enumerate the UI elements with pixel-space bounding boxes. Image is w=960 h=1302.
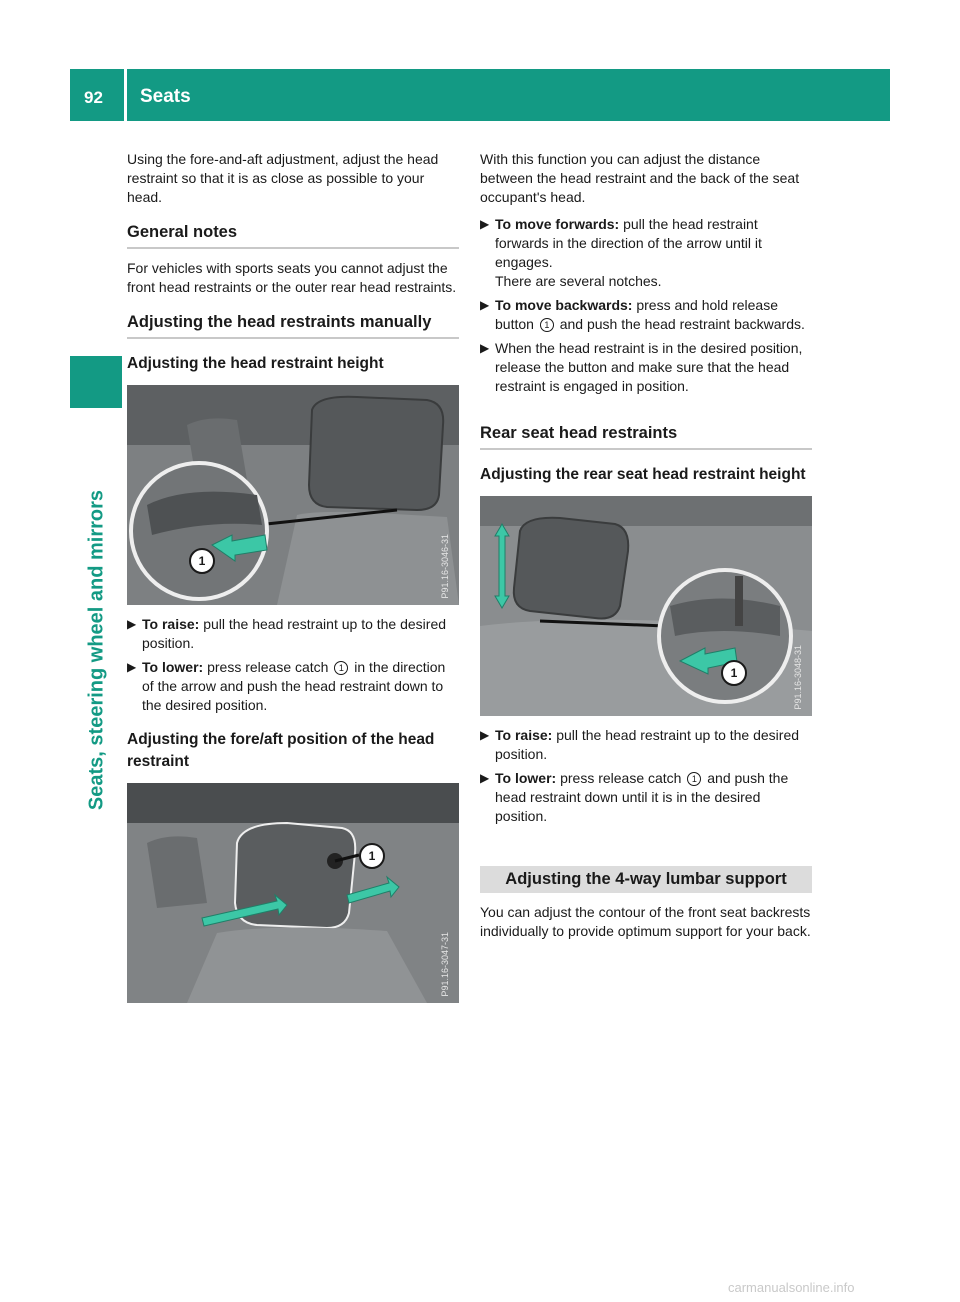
step-text: and push the head restraint down until it is in the desired position.: [495, 770, 789, 824]
step-note: There are several notches.: [495, 273, 662, 289]
step-text: in the direction of the arrow and push the head restraint down to the desired position.: [142, 659, 446, 713]
figure-illustration: [480, 496, 812, 716]
callout-1-icon: 1: [334, 661, 348, 675]
figure-illustration: [127, 783, 459, 1003]
step-text: press and hold release button: [495, 297, 778, 332]
foreaft-heading: Adjusting the fore/aft position of the head restraint: [127, 731, 435, 770]
figure1-code: P91.16-3046-31: [440, 534, 450, 599]
header-bar: [70, 69, 890, 121]
step-text: press release catch: [207, 659, 329, 675]
figure-head-restraint-height: [127, 385, 459, 605]
height-steps: [127, 615, 459, 715]
figure-rear-head-restraint: [480, 496, 812, 716]
callout-1-icon: 1: [540, 318, 554, 332]
page-number: 92: [84, 88, 103, 107]
step-rear-raise: [480, 726, 812, 764]
step-arrow-icon: ▶: [480, 728, 490, 742]
general-notes-heading: General notes: [127, 221, 459, 249]
figure2-callout-1: 1: [359, 843, 385, 869]
step-text: and push the head restraint backwards.: [559, 316, 805, 332]
step-lead: To move backwards:: [495, 297, 633, 313]
step-lead: To move forwards:: [495, 216, 620, 232]
step-text: press release catch: [560, 770, 682, 786]
step-rear-lower: [480, 769, 812, 826]
step-arrow-icon: ▶: [127, 617, 137, 631]
step-desired: [480, 339, 812, 396]
step-lead: To raise:: [142, 616, 200, 632]
height-heading: Adjusting the head restraint height: [127, 355, 384, 372]
step-lead: To raise:: [495, 727, 553, 743]
step-text: pull the head restraint up to the desired position.: [495, 727, 800, 762]
step-lower: [127, 658, 459, 715]
rear-heading: Rear seat head restraints: [480, 422, 812, 450]
lumbar-heading: Adjusting the 4-way lumbar support: [480, 866, 812, 893]
section-title: Seats: [140, 86, 191, 107]
lumbar-text: You can adjust the contour of the front seat backrests individually to provide optimum support for your back.: [480, 904, 811, 939]
intro-paragraph: Using the fore-and-aft adjustment, adjust the head restraint so that it is as close as possible to your head.: [127, 151, 439, 205]
rear-height-heading: Adjusting the rear seat head restraint height: [480, 466, 806, 483]
right-column: [480, 150, 812, 949]
step-arrow-icon: ▶: [480, 771, 490, 785]
watermark: carmanualsonline.info: [728, 1280, 855, 1295]
figure3-callout-1: 1: [721, 660, 747, 686]
step-raise: [127, 615, 459, 653]
side-tab: [84, 410, 110, 890]
foreaft-intro: With this function you can adjust the distance between the head restraint and the back of the seat occupant's head.: [480, 151, 800, 205]
step-backward: [480, 296, 812, 334]
step-forward: [480, 215, 812, 291]
figure2-code: P91.16-3047-31: [440, 932, 450, 997]
step-arrow-icon: ▶: [127, 660, 137, 674]
step-arrow-icon: ▶: [480, 341, 490, 355]
figure-head-restraint-foreaft: [127, 783, 459, 1003]
side-tab-label: Seats, steering wheel and mirrors: [85, 489, 108, 811]
step-text: When the head restraint is in the desired position, release the button and make sure that the head restraint is engaged in position.: [495, 340, 803, 394]
callout-1-icon: 1: [687, 772, 701, 786]
foreaft-steps: [480, 215, 812, 396]
step-text: pull the head restraint forwards in the direction of the arrow until it engages.: [495, 216, 762, 270]
side-tab-marker: [70, 356, 122, 408]
header-divider: [124, 69, 127, 121]
step-text: pull the head restraint up to the desired position.: [142, 616, 447, 651]
figure-illustration: [127, 385, 459, 605]
figure1-callout-1: 1: [189, 548, 215, 574]
manual-heading: Adjusting the head restraints manually: [127, 311, 459, 339]
step-arrow-icon: ▶: [480, 217, 490, 231]
figure3-code: P91.16-3048-31: [793, 645, 803, 710]
step-lead: To lower:: [142, 659, 204, 675]
left-column: [127, 150, 459, 1013]
rear-height-steps: [480, 726, 812, 826]
general-notes-text: For vehicles with sports seats you cannot adjust the front head restraints or the outer rear head restraints.: [127, 260, 457, 295]
step-arrow-icon: ▶: [480, 298, 490, 312]
step-lead: To lower:: [495, 770, 557, 786]
